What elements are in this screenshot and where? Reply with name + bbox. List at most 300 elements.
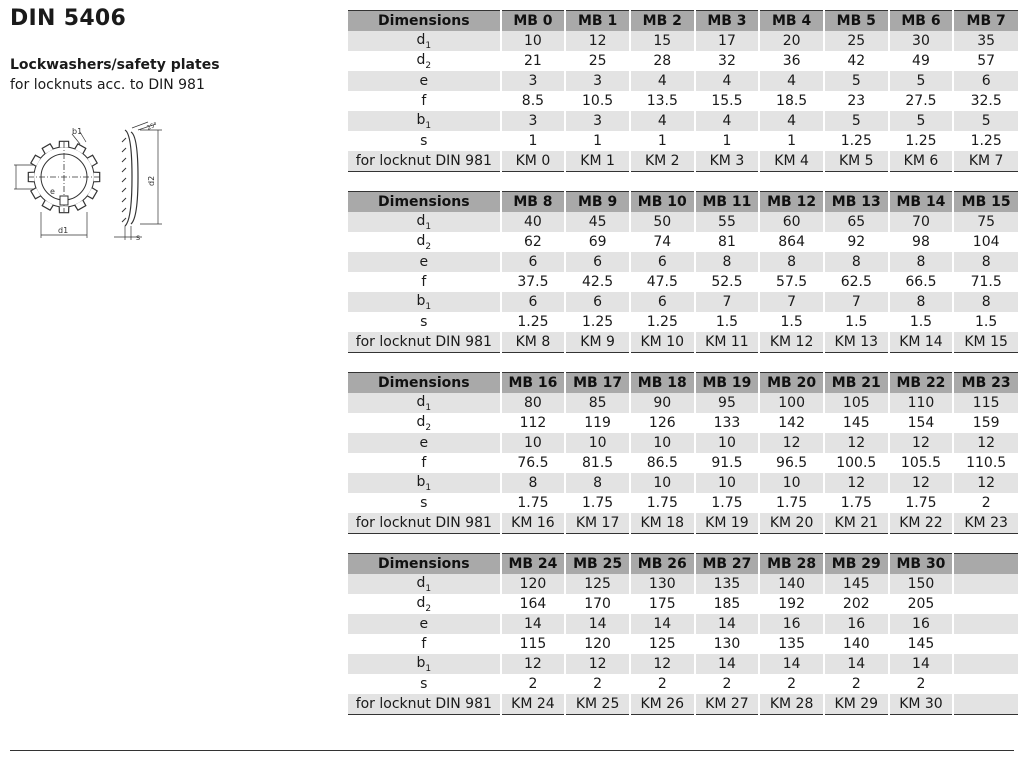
table-cell: [953, 574, 1018, 594]
table-cell: 10: [630, 473, 695, 493]
table-cell: 1.75: [501, 493, 566, 513]
table-cell: 2: [630, 674, 695, 694]
table-cell: 14: [630, 614, 695, 634]
header-cell: [953, 554, 1018, 575]
table-row: [348, 131, 1018, 151]
table-cell: 5: [889, 71, 954, 91]
table-cell: 6: [630, 252, 695, 272]
table-cell: 1.75: [695, 493, 760, 513]
drawing-label-angle: 25°: [145, 120, 159, 132]
table-cell: 2: [759, 674, 824, 694]
table-cell: 16: [759, 614, 824, 634]
row-label-text: f: [421, 274, 427, 290]
table-header-row: [348, 192, 1018, 213]
table-cell: 2: [953, 493, 1018, 513]
lockwasher-technical-drawing: [10, 120, 170, 245]
table-cell: 125: [630, 634, 695, 654]
table-row: [348, 91, 1018, 111]
table-row: [348, 473, 1018, 493]
table-row: [348, 292, 1018, 312]
table-cell: 1.5: [695, 312, 760, 332]
table-cell: 50: [630, 212, 695, 232]
table-row: [348, 614, 1018, 634]
row-label-text: d: [416, 31, 426, 48]
row-label-text: b: [416, 292, 426, 309]
table-cell: 1.75: [824, 493, 889, 513]
header-cell: MB 13: [824, 192, 889, 213]
table-cell: 57.5: [759, 272, 824, 292]
table-cell: 1.25: [824, 131, 889, 151]
table-cell: KM 20: [759, 513, 824, 534]
table-cell: 105: [824, 393, 889, 413]
table-cell: KM 23: [953, 513, 1018, 534]
row-label: [348, 51, 501, 71]
table-cell: 10: [630, 433, 695, 453]
table-row: [348, 151, 1018, 172]
table-cell: KM 29: [824, 694, 889, 715]
table-cell: KM 14: [889, 332, 954, 353]
table-cell: 17: [695, 31, 760, 51]
table-cell: 2: [824, 674, 889, 694]
table-cell: 10.5: [565, 91, 630, 111]
table-cell: 100: [759, 393, 824, 413]
header-cell: MB 25: [565, 554, 630, 575]
header-cell: MB 22: [889, 373, 954, 394]
table-header-row: [348, 554, 1018, 575]
page-title: DIN 5406: [10, 6, 127, 31]
table-cell: 1.25: [630, 312, 695, 332]
table-cell: 49: [889, 51, 954, 71]
table-cell: 92: [824, 232, 889, 252]
table-cell: 20: [759, 31, 824, 51]
table-cell: 70: [889, 212, 954, 232]
table-cell: 1.25: [953, 131, 1018, 151]
table-row: [348, 413, 1018, 433]
table-cell: 1.25: [889, 131, 954, 151]
header-cell: MB 5: [824, 11, 889, 32]
table-cell: 57: [953, 51, 1018, 71]
footer-divider: [10, 750, 1014, 751]
table-cell: KM 21: [824, 513, 889, 534]
table-cell: 4: [759, 111, 824, 131]
table-cell: KM 7: [953, 151, 1018, 172]
table-cell: 115: [953, 393, 1018, 413]
table-cell: 170: [565, 594, 630, 614]
table-row: [348, 654, 1018, 674]
table-cell: 8: [889, 252, 954, 272]
table-cell: 28: [630, 51, 695, 71]
table-row: [348, 212, 1018, 232]
table-cell: 120: [565, 634, 630, 654]
row-label: [348, 131, 501, 151]
row-label-subscript: 1: [425, 120, 432, 131]
table-cell: KM 30: [889, 694, 954, 715]
table-row: [348, 493, 1018, 513]
table-cell: 81.5: [565, 453, 630, 473]
table-cell: 164: [501, 594, 566, 614]
table-cell: 1.75: [565, 493, 630, 513]
table-cell: KM 6: [889, 151, 954, 172]
table-cell: 2: [889, 674, 954, 694]
row-label-subscript: 2: [425, 60, 432, 71]
row-label-subscript: 1: [425, 482, 432, 493]
table-cell: KM 19: [695, 513, 760, 534]
table-cell: 1.25: [565, 312, 630, 332]
table-cell: 154: [889, 413, 954, 433]
table-cell: 8: [824, 252, 889, 272]
table-cell: 96.5: [759, 453, 824, 473]
header-cell: MB 17: [565, 373, 630, 394]
table-cell: KM 27: [695, 694, 760, 715]
table-cell: 12: [824, 433, 889, 453]
table-cell: 145: [824, 574, 889, 594]
table-cell: 7: [759, 292, 824, 312]
table-cell: 42.5: [565, 272, 630, 292]
header-cell: MB 9: [565, 192, 630, 213]
row-label: [348, 473, 501, 493]
table-cell: 8: [759, 252, 824, 272]
row-label-text: f: [421, 636, 427, 652]
row-label: [348, 594, 501, 614]
table-cell: [953, 694, 1018, 715]
table-row: [348, 574, 1018, 594]
table-cell: 2: [565, 674, 630, 694]
table-cell: 1: [695, 131, 760, 151]
row-label: [348, 272, 501, 292]
row-label-subscript: 1: [425, 402, 432, 413]
table-cell: 32: [695, 51, 760, 71]
table-cell: KM 0: [501, 151, 566, 172]
table-cell: 4: [759, 71, 824, 91]
table-cell: 2: [695, 674, 760, 694]
table-cell: 6: [565, 252, 630, 272]
table-cell: [953, 634, 1018, 654]
table-row: [348, 694, 1018, 715]
drawing-label-s: s: [136, 233, 141, 242]
row-label-text: d: [416, 574, 426, 591]
row-label: [348, 252, 501, 272]
table-cell: 12: [889, 473, 954, 493]
table-cell: 8: [953, 292, 1018, 312]
table-cell: 14: [695, 654, 760, 674]
header-cell: MB 18: [630, 373, 695, 394]
table-cell: 12: [565, 31, 630, 51]
table-cell: 30: [889, 31, 954, 51]
table-cell: 112: [501, 413, 566, 433]
row-label-text: d: [416, 232, 426, 249]
table-header-row: [348, 11, 1018, 32]
header-cell: Dimensions: [348, 192, 501, 213]
table-cell: 16: [824, 614, 889, 634]
header-cell: MB 19: [695, 373, 760, 394]
table-cell: 60: [759, 212, 824, 232]
table-cell: 37.5: [501, 272, 566, 292]
table-cell: 4: [695, 71, 760, 91]
row-label: [348, 151, 501, 172]
table-cell: KM 18: [630, 513, 695, 534]
table-cell: 1.5: [889, 312, 954, 332]
table-cell: 12: [759, 433, 824, 453]
row-label-text: for locknut DIN 981: [355, 153, 492, 169]
table-row: [348, 513, 1018, 534]
table-cell: 145: [824, 413, 889, 433]
table-cell: 15.5: [695, 91, 760, 111]
header-cell: MB 14: [889, 192, 954, 213]
header-cell: MB 8: [501, 192, 566, 213]
table-cell: 52.5: [695, 272, 760, 292]
table-cell: KM 15: [953, 332, 1018, 353]
table-cell: 8: [889, 292, 954, 312]
table-cell: 86.5: [630, 453, 695, 473]
table-cell: 21: [501, 51, 566, 71]
page-subtitle: Lockwashers/safety plates: [10, 57, 220, 73]
row-label-subscript: 2: [425, 241, 432, 252]
table-cell: 36: [759, 51, 824, 71]
table-cell: KM 28: [759, 694, 824, 715]
table-cell: 1: [501, 131, 566, 151]
table-cell: 3: [565, 71, 630, 91]
drawing-label-b1: b1: [72, 127, 83, 136]
table-cell: 126: [630, 413, 695, 433]
row-label-text: d: [416, 413, 426, 430]
page-description: for locknuts acc. to DIN 981: [10, 77, 205, 93]
table-cell: 12: [953, 473, 1018, 493]
table-row: [348, 433, 1018, 453]
table-cell: 5: [824, 71, 889, 91]
table-cell: 76.5: [501, 453, 566, 473]
row-label: [348, 212, 501, 232]
row-label: [348, 393, 501, 413]
table-header-row: [348, 373, 1018, 394]
table-cell: 25: [565, 51, 630, 71]
table-cell: 1.75: [759, 493, 824, 513]
row-label-text: b: [416, 654, 426, 671]
table-cell: 12: [630, 654, 695, 674]
row-label-subscript: 2: [425, 422, 432, 433]
table-cell: KM 22: [889, 513, 954, 534]
table-cell: 23: [824, 91, 889, 111]
row-label-subscript: 1: [425, 663, 432, 674]
table-cell: 175: [630, 594, 695, 614]
table-row: [348, 31, 1018, 51]
table-cell: 6: [953, 71, 1018, 91]
table-row: [348, 594, 1018, 614]
table-cell: 135: [759, 634, 824, 654]
row-label-subscript: 2: [425, 603, 432, 614]
table-cell: 81: [695, 232, 760, 252]
table-cell: 100.5: [824, 453, 889, 473]
table-cell: 135: [695, 574, 760, 594]
table-cell: 4: [695, 111, 760, 131]
header-cell: MB 30: [889, 554, 954, 575]
table-cell: [953, 594, 1018, 614]
table-cell: 130: [630, 574, 695, 594]
table-cell: KM 17: [565, 513, 630, 534]
row-label: [348, 31, 501, 51]
table-cell: 55: [695, 212, 760, 232]
row-label-text: s: [420, 314, 428, 330]
table-cell: 69: [565, 232, 630, 252]
header-cell: MB 16: [501, 373, 566, 394]
table-cell: 1.5: [824, 312, 889, 332]
table-cell: 119: [565, 413, 630, 433]
table-cell: 66.5: [889, 272, 954, 292]
table-cell: 205: [889, 594, 954, 614]
row-label: [348, 634, 501, 654]
table-cell: KM 8: [501, 332, 566, 353]
table-cell: 1: [759, 131, 824, 151]
table-cell: 8: [501, 473, 566, 493]
row-label-text: e: [419, 254, 429, 270]
table-cell: 10: [695, 473, 760, 493]
table-cell: KM 2: [630, 151, 695, 172]
table-row: [348, 71, 1018, 91]
table-cell: 14: [501, 614, 566, 634]
row-label-text: d: [416, 212, 426, 229]
table-cell: 42: [824, 51, 889, 71]
row-label-text: f: [421, 93, 427, 109]
table-cell: 104: [953, 232, 1018, 252]
table-row: [348, 453, 1018, 473]
row-label: [348, 493, 501, 513]
table-cell: 62: [501, 232, 566, 252]
table-cell: 1.75: [889, 493, 954, 513]
row-label: [348, 292, 501, 312]
table-cell: 40: [501, 212, 566, 232]
table-cell: 10: [501, 31, 566, 51]
table-cell: 1: [630, 131, 695, 151]
row-label: [348, 111, 501, 131]
header-cell: MB 1: [565, 11, 630, 32]
table-row: [348, 232, 1018, 252]
table-cell: [953, 674, 1018, 694]
table-cell: 16: [889, 614, 954, 634]
header-cell: MB 21: [824, 373, 889, 394]
row-label-text: b: [416, 473, 426, 490]
row-label: [348, 433, 501, 453]
table-cell: 2: [501, 674, 566, 694]
table-cell: 7: [695, 292, 760, 312]
row-label-text: s: [420, 495, 428, 511]
table-cell: 125: [565, 574, 630, 594]
table-cell: 8: [565, 473, 630, 493]
table-cell: 3: [501, 111, 566, 131]
table-cell: 150: [889, 574, 954, 594]
table-cell: [953, 614, 1018, 634]
row-label-text: for locknut DIN 981: [355, 696, 492, 712]
table-cell: 864: [759, 232, 824, 252]
table-cell: 14: [824, 654, 889, 674]
header-cell: Dimensions: [348, 373, 501, 394]
table-cell: 74: [630, 232, 695, 252]
row-label-text: e: [419, 73, 429, 89]
table-cell: 4: [630, 71, 695, 91]
table-cell: KM 4: [759, 151, 824, 172]
table-cell: KM 1: [565, 151, 630, 172]
table-cell: 90: [630, 393, 695, 413]
row-label: [348, 312, 501, 332]
table-cell: 1.75: [630, 493, 695, 513]
table-cell: 192: [759, 594, 824, 614]
row-label-text: e: [419, 616, 429, 632]
table-cell: 95: [695, 393, 760, 413]
row-label: [348, 91, 501, 111]
table-cell: KM 3: [695, 151, 760, 172]
table-cell: 8: [953, 252, 1018, 272]
table-cell: KM 26: [630, 694, 695, 715]
table-cell: 12: [501, 654, 566, 674]
dimensions-table: [348, 191, 1018, 353]
table-cell: KM 16: [501, 513, 566, 534]
table-row: [348, 312, 1018, 332]
table-cell: KM 24: [501, 694, 566, 715]
table-cell: 110.5: [953, 453, 1018, 473]
row-label: [348, 574, 501, 594]
table-cell: 18.5: [759, 91, 824, 111]
table-row: [348, 272, 1018, 292]
table-cell: KM 12: [759, 332, 824, 353]
table-cell: 10: [501, 433, 566, 453]
row-label-subscript: 1: [425, 40, 432, 51]
table-cell: 14: [759, 654, 824, 674]
table-cell: 8: [695, 252, 760, 272]
table-cell: 7: [824, 292, 889, 312]
table-cell: 45: [565, 212, 630, 232]
table-cell: 202: [824, 594, 889, 614]
row-label-subscript: 1: [425, 583, 432, 594]
table-cell: 105.5: [889, 453, 954, 473]
table-row: [348, 393, 1018, 413]
table-row: [348, 634, 1018, 654]
row-label: [348, 694, 501, 715]
header-cell: MB 29: [824, 554, 889, 575]
table-cell: 5: [953, 111, 1018, 131]
header-cell: MB 11: [695, 192, 760, 213]
header-cell: MB 0: [501, 11, 566, 32]
row-label-text: d: [416, 51, 426, 68]
table-cell: 5: [824, 111, 889, 131]
dimensions-table: [348, 10, 1018, 172]
header-cell: MB 15: [953, 192, 1018, 213]
table-cell: 13.5: [630, 91, 695, 111]
table-cell: 185: [695, 594, 760, 614]
table-cell: 10: [695, 433, 760, 453]
table-cell: 65: [824, 212, 889, 232]
table-cell: 159: [953, 413, 1018, 433]
row-label: [348, 614, 501, 634]
table-cell: 12: [824, 473, 889, 493]
table-cell: 8.5: [501, 91, 566, 111]
header-cell: MB 10: [630, 192, 695, 213]
table-row: [348, 111, 1018, 131]
table-cell: 35: [953, 31, 1018, 51]
row-label-subscript: 1: [425, 301, 432, 312]
table-cell: 115: [501, 634, 566, 654]
header-cell: MB 12: [759, 192, 824, 213]
table-cell: 6: [501, 252, 566, 272]
dimensions-tables: [348, 10, 1018, 734]
table-cell: 10: [565, 433, 630, 453]
table-cell: 140: [824, 634, 889, 654]
dimensions-table: [348, 372, 1018, 534]
header-cell: Dimensions: [348, 11, 501, 32]
table-cell: 75: [953, 212, 1018, 232]
table-cell: 15: [630, 31, 695, 51]
table-cell: KM 25: [565, 694, 630, 715]
table-cell: 32.5: [953, 91, 1018, 111]
header-cell: MB 7: [953, 11, 1018, 32]
table-cell: 14: [889, 654, 954, 674]
